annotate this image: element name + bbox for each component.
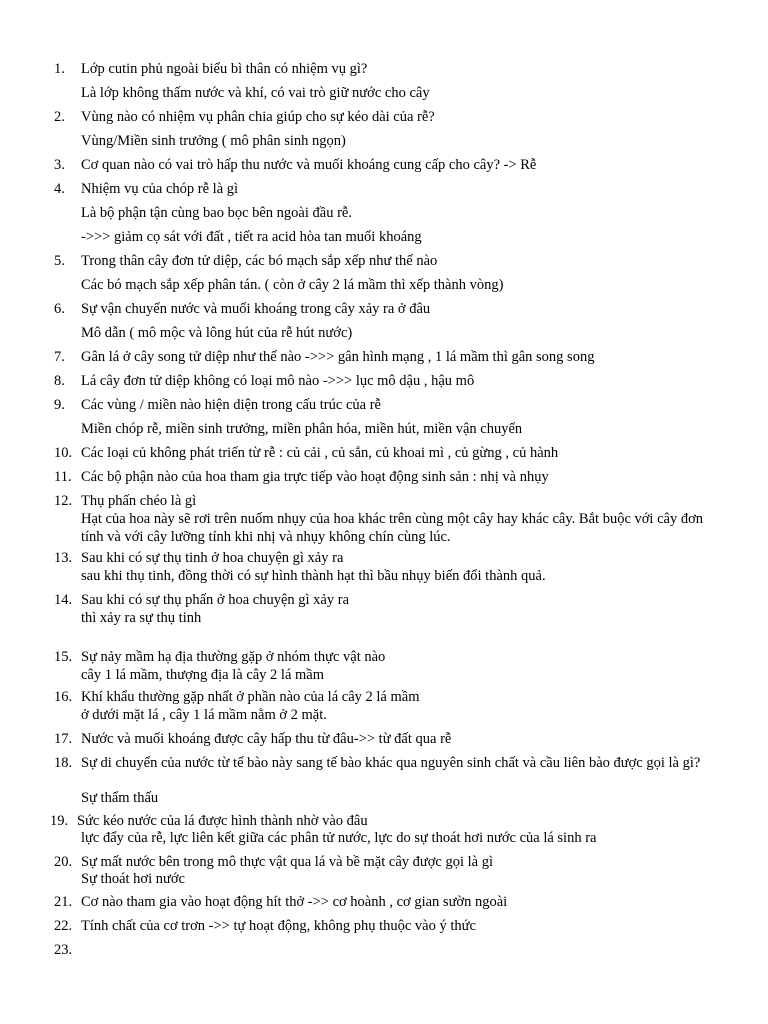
answer: Miền chóp rễ, miền sinh trưởng, miền phân hóa, miền hút, miền vận chuyển (81, 421, 523, 437)
question: Lá cây đơn tử diệp không có loại mô nào ->>> lục mô dậu , hậu mô (81, 373, 475, 389)
item-number: 10. (54, 445, 73, 461)
question: Sự nảy mầm hạ địa thường gặp ở nhóm thực vật nào (81, 649, 386, 665)
answer: Là bộ phận tận cùng bao bọc bên ngoài đầu rễ. (81, 205, 352, 221)
item-number: 8. (54, 373, 65, 389)
answer: Là lớp không thấm nước và khí, có vai trò giữ nước cho cây (81, 85, 430, 101)
question: Khí khẩu thường gặp nhất ở phần nào của lá cây 2 lá mầm (81, 689, 420, 705)
item-number: 19. (50, 813, 69, 829)
item-number: 1. (54, 61, 65, 77)
item-number: 11. (54, 469, 72, 485)
question: Cơ nào tham gia vào hoạt động hít thở ->> cơ hoành , cơ gian sườn ngoài (81, 894, 508, 910)
question: Gân lá ở cây song tử diệp như thế nào ->>> gân hình mạng , 1 lá mầm thì gân song song (81, 349, 595, 365)
question: Sức kéo nước của lá được hình thành nhờ vào đâu (77, 813, 368, 829)
question: Các vùng / miền nào hiện diện trong cấu trúc của rễ (81, 397, 381, 413)
question: Nhiệm vụ của chóp rễ là gì (81, 181, 239, 197)
item-number: 23. (54, 942, 73, 958)
question: Sự mất nước bên trong mô thực vật qua lá và bề mặt cây được gọi là gì (81, 854, 493, 870)
answer: Các bó mạch sắp xếp phân tán. ( còn ở cây 2 lá mầm thì xếp thành vòng) (81, 277, 504, 293)
item-number: 13. (54, 550, 73, 566)
question: Cơ quan nào có vai trò hấp thu nước và muối khoáng cung cấp cho cây? -> Rễ (81, 157, 537, 173)
question: Sau khi có sự thụ tinh ở hoa chuyện gì xảy ra (81, 550, 344, 566)
item-number: 21. (54, 894, 73, 910)
answer: ->>> giảm cọ sát với đất , tiết ra acid hòa tan muối khoáng (81, 229, 422, 245)
item-number: 4. (54, 181, 65, 197)
answer: Vùng/Miền sinh trưởng ( mô phân sinh ngọn) (81, 133, 346, 149)
question: Tính chất của cơ trơn ->> tự hoạt động, không phụ thuộc vào ý thức (81, 918, 476, 934)
item-number: 9. (54, 397, 65, 413)
item-number: 7. (54, 349, 65, 365)
item-number: 6. (54, 301, 65, 317)
item-number: 14. (54, 592, 73, 608)
question: Nước và muối khoáng được cây hấp thu từ đâu->> từ đất qua rễ (81, 731, 452, 747)
answer: lực đẩy của rễ, lực liên kết giữa các phân tử nước, lực do sự thoát hơi nước của lá sinh ra (81, 830, 597, 846)
answer: Hạt của hoa này sẽ rơi trên nuốm nhụy của hoa khác trên cùng một cây hay khác cây. Bắt buộc với cây đơn tính và với cây lưỡng tính khi nhị và nhụy không chín cùng lúc. (81, 511, 703, 545)
answer: Mô dẫn ( mô mộc và lông hút của rễ hút nước) (81, 325, 353, 341)
question: Sau khi có sự thụ phấn ở hoa chuyện gì xảy ra (81, 592, 350, 608)
item-number: 16. (54, 689, 73, 705)
question: Thụ phấn chéo là gì (81, 493, 197, 509)
question: Các bộ phận nào của hoa tham gia trực tiếp vào hoạt động sinh sản : nhị và nhụy (81, 469, 549, 485)
item-number: 20. (54, 854, 73, 870)
item-number: 17. (54, 731, 73, 747)
question: Trong thân cây đơn tử diệp, các bó mạch sắp xếp như thế nào (81, 253, 438, 269)
question: Lớp cutin phủ ngoài biểu bì thân có nhiệm vụ gì? (81, 61, 368, 77)
item-number: 5. (54, 253, 65, 269)
answer: thì xảy ra sự thụ tinh (81, 610, 202, 626)
item-number: 22. (54, 918, 73, 934)
item-number: 12. (54, 493, 73, 509)
question: Các loại củ không phát triển từ rễ : củ cải , củ sắn, củ khoai mì , củ gừng , củ hành (81, 445, 559, 461)
item-number: 15. (54, 649, 73, 665)
answer: cây 1 lá mầm, thượng địa là cây 2 lá mầm (81, 667, 325, 683)
answer: sau khi thụ tinh, đồng thời có sự hình thành hạt thì bầu nhụy biến đổi thành quả. (81, 568, 546, 584)
question: Vùng nào có nhiệm vụ phân chia giúp cho sự kéo dài của rễ? (81, 109, 435, 125)
question: Sự di chuyển của nước từ tế bào này sang tế bào khác qua nguyên sinh chất và cầu liên bào được gọi là gì? (81, 755, 701, 771)
answer: ở dưới mặt lá , cây 1 lá mầm nằm ở 2 mặt. (81, 707, 327, 723)
item-number: 18. (54, 755, 73, 771)
item-number: 3. (54, 157, 65, 173)
item-number: 2. (54, 109, 65, 125)
question: Sự vận chuyển nước và muối khoáng trong cây xảy ra ở đâu (81, 301, 431, 317)
answer: Sự thoát hơi nước (81, 871, 185, 887)
answer: Sự thẩm thấu (81, 790, 159, 806)
